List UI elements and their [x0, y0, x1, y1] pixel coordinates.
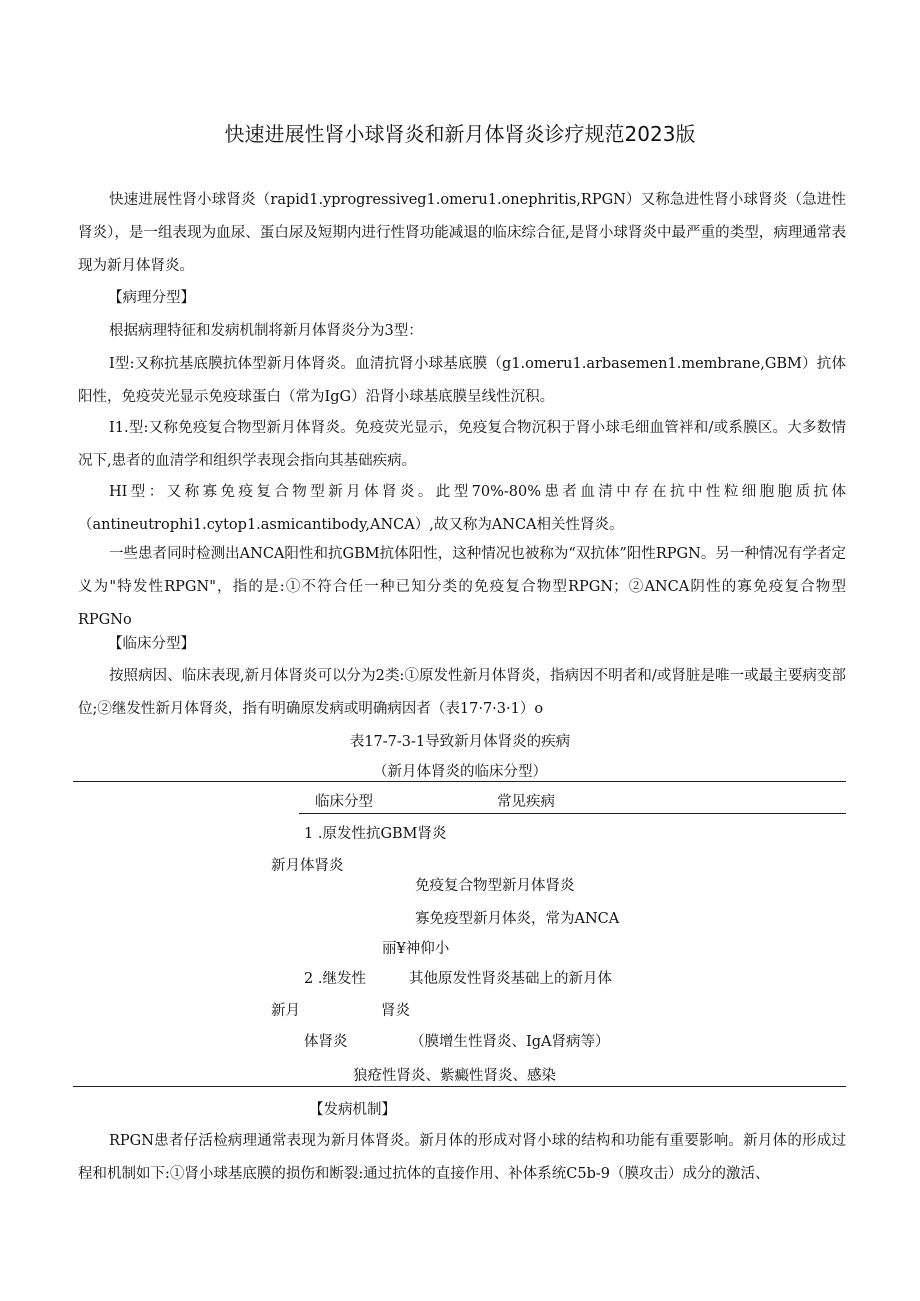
table-cell: 其他原发性肾炎基础上的新月体 [409, 971, 612, 987]
table-cell: 2 .继发性 [304, 971, 366, 987]
table-header-rule [299, 813, 846, 814]
section-heading-mechanism: 【发病机制】 [309, 1102, 396, 1118]
section-heading-clinical: 【临床分型】 [108, 636, 195, 652]
table-cell: （膜增生性肾炎、IgA肾病等） [410, 1034, 610, 1050]
type2-paragraph: I1.型:又称免疫复合物型新月体肾炎。免疫荧光显示，免疫复合物沉积于肾小球毛细血管袢和/或系膜区。大多数情况下,患者的血清学和组织学表现会指向其基础疾病。 [78, 420, 846, 469]
table-subcaption: （新月体肾炎的临床分型） [373, 764, 547, 780]
type3-paragraph: HI型：又称寡免疫复合物型新月体肾炎。此型70%-80%患者血清中存在抗中性粒细胞胞质抗体（antineutrophi1.cytop1.asmicantibody,ANCA）,故又称为ANCA相关性肾炎。 [78, 484, 846, 533]
double-antibody-paragraph: 一些患者同时检测出ANCA阳性和抗GBM抗体阳性，这种情况也被称为“双抗体”阳性RPGN。另一种情况有学者定义为"特发性RPGN"，指的是:①不符合任一种已知分类的免疫复合物型RPGN；②ANCA阴性的寡免疫复合物型RPGNo [78, 546, 846, 628]
table-cell: 寡免疫型新月体炎，常为ANCA [415, 911, 620, 927]
table-cell: 免疫复合物型新月体肾炎 [415, 878, 575, 894]
intro-paragraph: 快速进展性肾小球肾炎（rapid1.yprogressiveg1.omeru1.onephritis,RPGN）又称急进性肾小球肾炎（急进性肾炎），是一组表现为血尿、蛋白尿及短期内进行性肾功能减退的临床综合征,是肾小球肾炎中最严重的类型，病理通常表现为新月体肾炎。 [78, 192, 846, 274]
document-title: 快速进展性肾小球肾炎和新月体肾炎诊疗规范2023版 [224, 122, 696, 146]
table-cell: 丽¥神仰小 [382, 941, 450, 957]
table-cell: 肾炎 [381, 1003, 410, 1019]
table-bottom-rule [73, 1086, 846, 1087]
table-cell: 1 .原发性抗GBM肾炎 [304, 826, 447, 842]
table-top-rule [73, 781, 846, 782]
clinical-paragraph: 按照病因、临床表现,新月体肾炎可以分为2类:①原发性新月体肾炎，指病因不明者和/或肾脏是唯一或最主要病变部位;②继发性新月体肾炎，指有明确原发病或明确病因者（表17·7·3·1）o [78, 668, 846, 717]
mechanism-paragraph: RPGN患者仔活检病理通常表现为新月体肾炎。新月体的形成对肾小球的结构和功能有重要影响。新月体的形成过程和机制如下:①肾小球基底膜的损伤和断裂:通过抗体的直接作用、补体系统C5b-9（膜攻击）成分的激活、 [78, 1133, 846, 1182]
section-heading-pathology: 【病理分型】 [108, 290, 195, 306]
table-header-type: 临床分型 [315, 794, 373, 810]
table-header-disease: 常见疾病 [497, 794, 555, 810]
table-cell: 新月 [271, 1003, 300, 1019]
type1-paragraph: I型:又称抗基底膜抗体型新月体肾炎。血清抗肾小球基底膜（g1.omeru1.arbasemen1.membrane,GBM）抗体阳性，免疫荧光显示免疫球蛋白（常为IgG）沿肾小球基底膜呈线性沉积。 [78, 356, 846, 405]
table-caption: 表17-7-3-1导致新月体肾炎的疾病 [349, 734, 571, 750]
table-cell: 新月体肾炎 [271, 858, 344, 874]
table-cell: 狼疮性肾炎、紫癜性肾炎、感染 [353, 1068, 556, 1084]
table-cell: 体肾炎 [304, 1034, 348, 1050]
pathology-intro-paragraph: 根据病理特征和发病机制将新月体肾炎分为3型： [109, 323, 423, 339]
